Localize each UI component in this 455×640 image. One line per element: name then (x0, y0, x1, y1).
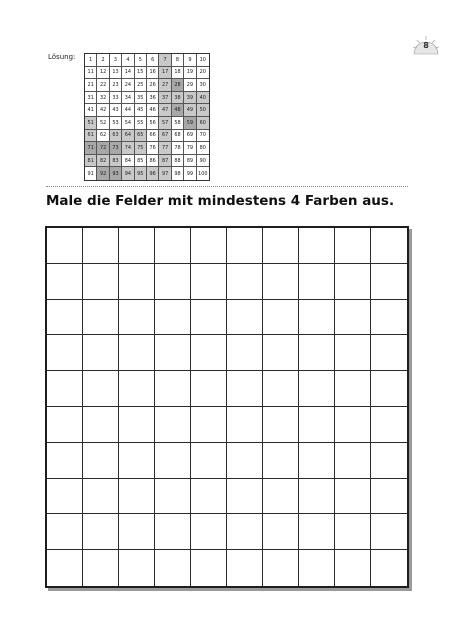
coloring-cell (299, 264, 335, 300)
solution-cell: 41 (85, 104, 97, 117)
solution-cell: 78 (172, 142, 184, 155)
coloring-cell (119, 514, 155, 550)
solution-cell: 89 (184, 155, 196, 168)
solution-cell: 71 (85, 142, 97, 155)
solution-cell: 57 (159, 117, 171, 130)
coloring-cell (155, 479, 191, 515)
coloring-cell (299, 514, 335, 550)
solution-cell: 100 (198, 170, 208, 177)
task-instruction: Male die Felder mit mindestens 4 Farben aus. (46, 193, 395, 209)
solution-label: Lösung: (48, 53, 76, 61)
solution-cell: 80 (197, 142, 209, 155)
coloring-cell (227, 550, 263, 586)
solution-cell: 21 (85, 79, 97, 92)
coloring-cell (335, 300, 371, 336)
solution-cell: 49 (184, 104, 196, 117)
solution-cell: 59 (184, 117, 196, 130)
coloring-cell (299, 371, 335, 407)
solution-cell: 60 (197, 117, 209, 130)
solution-cell: 5 (135, 54, 147, 67)
solution-cell: 58 (172, 117, 184, 130)
coloring-cell (47, 443, 83, 479)
solution-cell: 31 (85, 92, 97, 105)
solution-cell: 14 (122, 67, 134, 80)
solution-cell: 18 (172, 67, 184, 80)
solution-cell: 45 (135, 104, 147, 117)
solution-cell: 42 (97, 104, 109, 117)
solution-cell: 46 (147, 104, 159, 117)
coloring-cell (371, 514, 407, 550)
coloring-cell (371, 443, 407, 479)
coloring-cell (371, 479, 407, 515)
coloring-cell (299, 300, 335, 336)
coloring-cell (47, 550, 83, 586)
coloring-cell (263, 514, 299, 550)
coloring-cell (155, 514, 191, 550)
coloring-cell (155, 228, 191, 264)
coloring-cell (47, 264, 83, 300)
coloring-cell (371, 407, 407, 443)
coloring-cell (155, 550, 191, 586)
coloring-cell (227, 479, 263, 515)
coloring-cell (227, 335, 263, 371)
coloring-cell (191, 300, 227, 336)
coloring-cell (191, 407, 227, 443)
solution-hundred-grid (84, 53, 210, 181)
coloring-cell (191, 264, 227, 300)
coloring-cell (155, 335, 191, 371)
coloring-cell (47, 300, 83, 336)
solution-cell: 95 (135, 167, 147, 180)
coloring-grid (45, 226, 409, 588)
page-number-badge (412, 34, 440, 56)
coloring-cell (155, 371, 191, 407)
coloring-cell (371, 371, 407, 407)
coloring-cell (191, 228, 227, 264)
solution-cell: 53 (110, 117, 122, 130)
solution-cell: 74 (122, 142, 134, 155)
coloring-cell (119, 443, 155, 479)
solution-cell: 98 (172, 167, 184, 180)
coloring-cell (119, 407, 155, 443)
solution-cell: 9 (184, 54, 196, 67)
coloring-cell (335, 407, 371, 443)
coloring-cell (335, 514, 371, 550)
coloring-cell (191, 514, 227, 550)
solution-cell: 75 (135, 142, 147, 155)
solution-cell: 84 (122, 155, 134, 168)
solution-cell: 7 (159, 54, 171, 67)
solution-cell: 26 (147, 79, 159, 92)
coloring-cell (119, 550, 155, 586)
solution-cell: 68 (172, 130, 184, 143)
solution-cell: 39 (184, 92, 196, 105)
solution-cell: 67 (159, 130, 171, 143)
solution-cell: 11 (85, 67, 97, 80)
coloring-cell (83, 300, 119, 336)
solution-cell: 8 (172, 54, 184, 67)
solution-cell: 20 (197, 67, 209, 80)
solution-cell: 54 (122, 117, 134, 130)
solution-cell: 16 (147, 67, 159, 80)
solution-cell: 12 (97, 67, 109, 80)
solution-cell: 10 (197, 54, 209, 67)
coloring-cell (191, 479, 227, 515)
coloring-cell (47, 479, 83, 515)
solution-cell: 77 (159, 142, 171, 155)
coloring-cell (155, 300, 191, 336)
solution-cell: 99 (184, 167, 196, 180)
coloring-cell (83, 371, 119, 407)
solution-cell: 94 (122, 167, 134, 180)
solution-cell: 56 (147, 117, 159, 130)
coloring-cell (155, 443, 191, 479)
solution-cell: 91 (85, 167, 97, 180)
solution-cell: 48 (172, 104, 184, 117)
coloring-cell (83, 479, 119, 515)
solution-cell: 34 (122, 92, 134, 105)
solution-cell: 82 (97, 155, 109, 168)
coloring-cell (335, 550, 371, 586)
coloring-cell (263, 264, 299, 300)
coloring-cell (227, 300, 263, 336)
coloring-cell (263, 443, 299, 479)
coloring-cell (83, 264, 119, 300)
solution-cell: 61 (85, 130, 97, 143)
coloring-cell (47, 228, 83, 264)
coloring-cell (299, 443, 335, 479)
solution-cell: 66 (147, 130, 159, 143)
solution-cell: 62 (97, 130, 109, 143)
coloring-cell (299, 335, 335, 371)
solution-cell: 28 (172, 79, 184, 92)
coloring-cell (119, 228, 155, 264)
section-divider (46, 186, 408, 187)
coloring-cell (119, 300, 155, 336)
solution-cell: 24 (122, 79, 134, 92)
solution-cell: 15 (135, 67, 147, 80)
coloring-cell (227, 514, 263, 550)
solution-cell: 85 (135, 155, 147, 168)
coloring-cell (83, 335, 119, 371)
solution-cell: 52 (97, 117, 109, 130)
coloring-cell (263, 335, 299, 371)
coloring-cell (299, 479, 335, 515)
coloring-cell (335, 479, 371, 515)
solution-cell: 6 (147, 54, 159, 67)
solution-cell: 17 (159, 67, 171, 80)
coloring-cell (227, 371, 263, 407)
coloring-cell (371, 335, 407, 371)
coloring-cell (335, 371, 371, 407)
coloring-cell (83, 550, 119, 586)
solution-cell: 72 (97, 142, 109, 155)
solution-cell: 79 (184, 142, 196, 155)
solution-cell: 36 (147, 92, 159, 105)
coloring-cell (191, 443, 227, 479)
coloring-cell (263, 407, 299, 443)
coloring-cell (119, 335, 155, 371)
solution-cell: 40 (197, 92, 209, 105)
coloring-cell (299, 228, 335, 264)
coloring-cell (227, 264, 263, 300)
solution-cell: 86 (147, 155, 159, 168)
solution-cell: 70 (197, 130, 209, 143)
solution-cell: 33 (110, 92, 122, 105)
solution-cell: 87 (159, 155, 171, 168)
coloring-cell (119, 264, 155, 300)
solution-cell: 51 (85, 117, 97, 130)
solution-cell: 27 (159, 79, 171, 92)
coloring-cell (119, 479, 155, 515)
solution-cell: 13 (110, 67, 122, 80)
coloring-cell (191, 335, 227, 371)
solution-cell: 69 (184, 130, 196, 143)
solution-cell: 90 (197, 155, 209, 168)
solution-cell: 96 (147, 167, 159, 180)
solution-cell: 73 (110, 142, 122, 155)
solution-cell: 30 (197, 79, 209, 92)
coloring-cell (227, 407, 263, 443)
page-number: 8 (423, 41, 429, 50)
solution-cell: 81 (85, 155, 97, 168)
coloring-cell (299, 407, 335, 443)
solution-cell: 50 (197, 104, 209, 117)
solution-cell: 83 (110, 155, 122, 168)
solution-cell: 3 (110, 54, 122, 67)
coloring-cell (335, 228, 371, 264)
solution-cell: 4 (122, 54, 134, 67)
solution-cell: 19 (184, 67, 196, 80)
coloring-cell (83, 407, 119, 443)
coloring-cell (191, 550, 227, 586)
coloring-cell (47, 371, 83, 407)
coloring-cell (335, 264, 371, 300)
coloring-cell (371, 264, 407, 300)
solution-cell: 64 (122, 130, 134, 143)
solution-cell: 37 (159, 92, 171, 105)
solution-cell: 23 (110, 79, 122, 92)
coloring-cell (263, 479, 299, 515)
solution-cell: 32 (97, 92, 109, 105)
coloring-cell (299, 550, 335, 586)
solution-cell: 44 (122, 104, 134, 117)
solution-cell: 29 (184, 79, 196, 92)
solution-cell: 35 (135, 92, 147, 105)
coloring-cell (263, 550, 299, 586)
solution-cell: 55 (135, 117, 147, 130)
coloring-cell (47, 407, 83, 443)
coloring-cell (155, 264, 191, 300)
solution-cell: 43 (110, 104, 122, 117)
coloring-cell (263, 228, 299, 264)
solution-cell: 93 (110, 167, 122, 180)
coloring-cell (155, 407, 191, 443)
solution-cell: 63 (110, 130, 122, 143)
coloring-cell (119, 371, 155, 407)
coloring-cell (335, 443, 371, 479)
coloring-cell (47, 335, 83, 371)
coloring-cell (191, 371, 227, 407)
solution-cell: 76 (147, 142, 159, 155)
coloring-cell (263, 300, 299, 336)
coloring-cell (83, 443, 119, 479)
solution-cell: 38 (172, 92, 184, 105)
coloring-cell (83, 514, 119, 550)
solution-cell: 47 (159, 104, 171, 117)
solution-cell: 92 (97, 167, 109, 180)
coloring-cell (83, 228, 119, 264)
coloring-cell (263, 371, 299, 407)
solution-cell: 25 (135, 79, 147, 92)
coloring-cell (227, 228, 263, 264)
coloring-cell (47, 514, 83, 550)
coloring-cell (227, 443, 263, 479)
coloring-cell (371, 550, 407, 586)
solution-cell: 88 (172, 155, 184, 168)
coloring-cell (335, 335, 371, 371)
coloring-cell (371, 300, 407, 336)
solution-cell: 1 (85, 54, 97, 67)
solution-cell: 2 (97, 54, 109, 67)
coloring-cell (371, 228, 407, 264)
solution-cell: 22 (97, 79, 109, 92)
solution-cell: 65 (135, 130, 147, 143)
solution-cell: 97 (159, 167, 171, 180)
